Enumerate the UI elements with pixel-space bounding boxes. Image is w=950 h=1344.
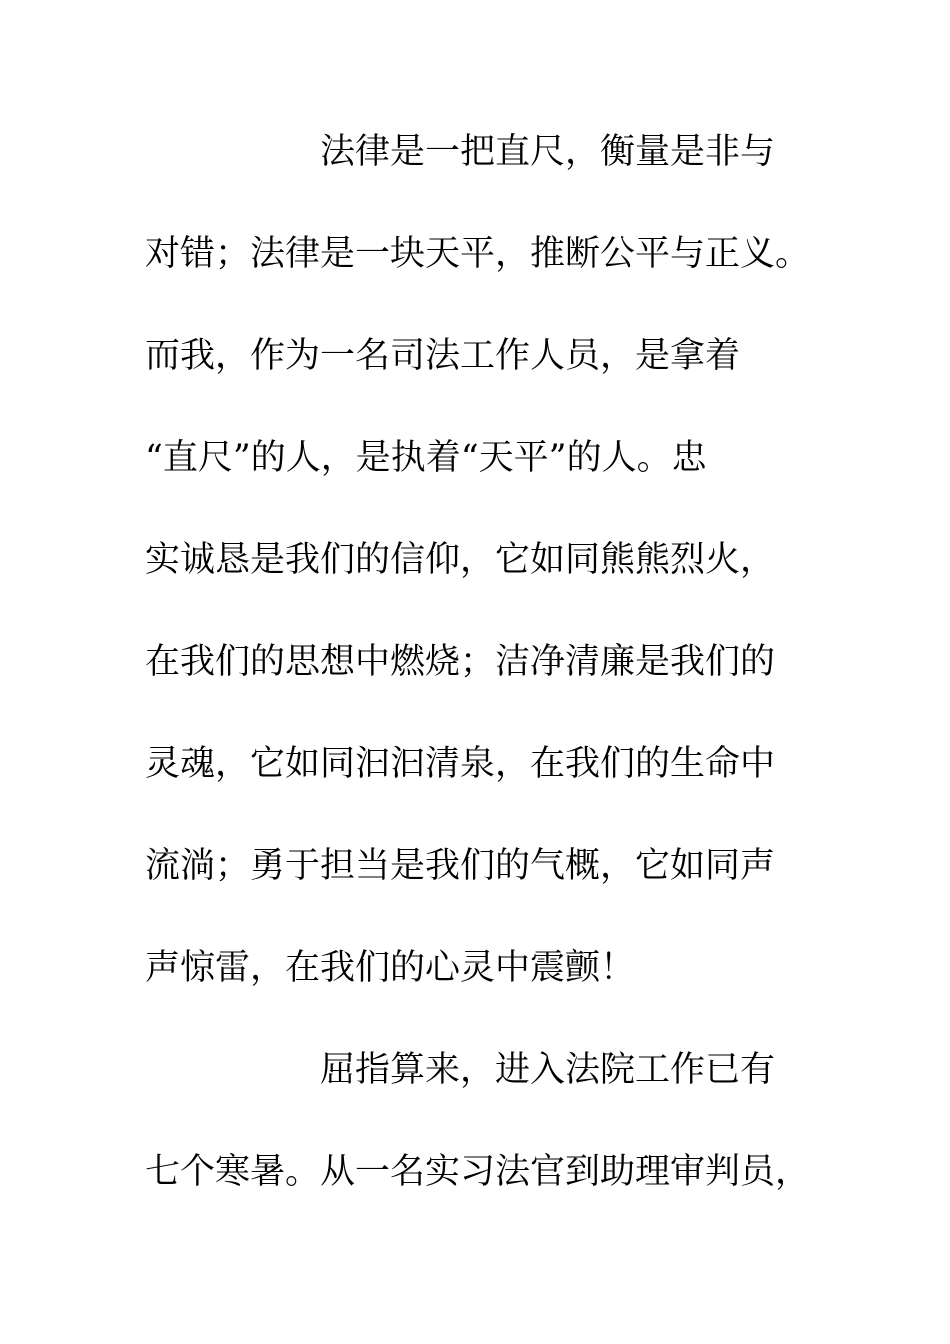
paragraph-1-line-3: 而我，作为一名司法工作人员，是拿着	[145, 336, 741, 376]
paragraph-1-line-4: “直尺”的人，是执着“天平”的人。忠	[145, 438, 707, 478]
paragraph-1-line-1: 法律是一把直尺，衡量是非与	[320, 132, 776, 172]
paragraph-1-line-8: 流淌；勇于担当是我们的气概，它如同声	[145, 846, 776, 886]
body-text	[145, 122, 811, 1244]
paragraph-1-line-6: 在我们的思想中燃烧；洁净清廉是我们的	[145, 642, 776, 682]
paragraph-1-line-5: 实诚恳是我们的信仰，它如同熊熊烈火，	[145, 540, 776, 580]
paragraph-1-line-9: 声惊雷，在我们的心灵中震颤！	[145, 948, 636, 988]
paragraph-1-line-2: 对错；法律是一块天平，推断公平与正义。	[145, 234, 811, 274]
paragraph-2-line-2: 七个寒暑。从一名实习法官到助理审判员，	[145, 1152, 811, 1192]
paragraph-1-line-7: 灵魂，它如同汩汩清泉，在我们的生命中	[145, 744, 776, 784]
paragraph-2-line-1: 屈指算来，进入法院工作已有	[320, 1050, 776, 1090]
